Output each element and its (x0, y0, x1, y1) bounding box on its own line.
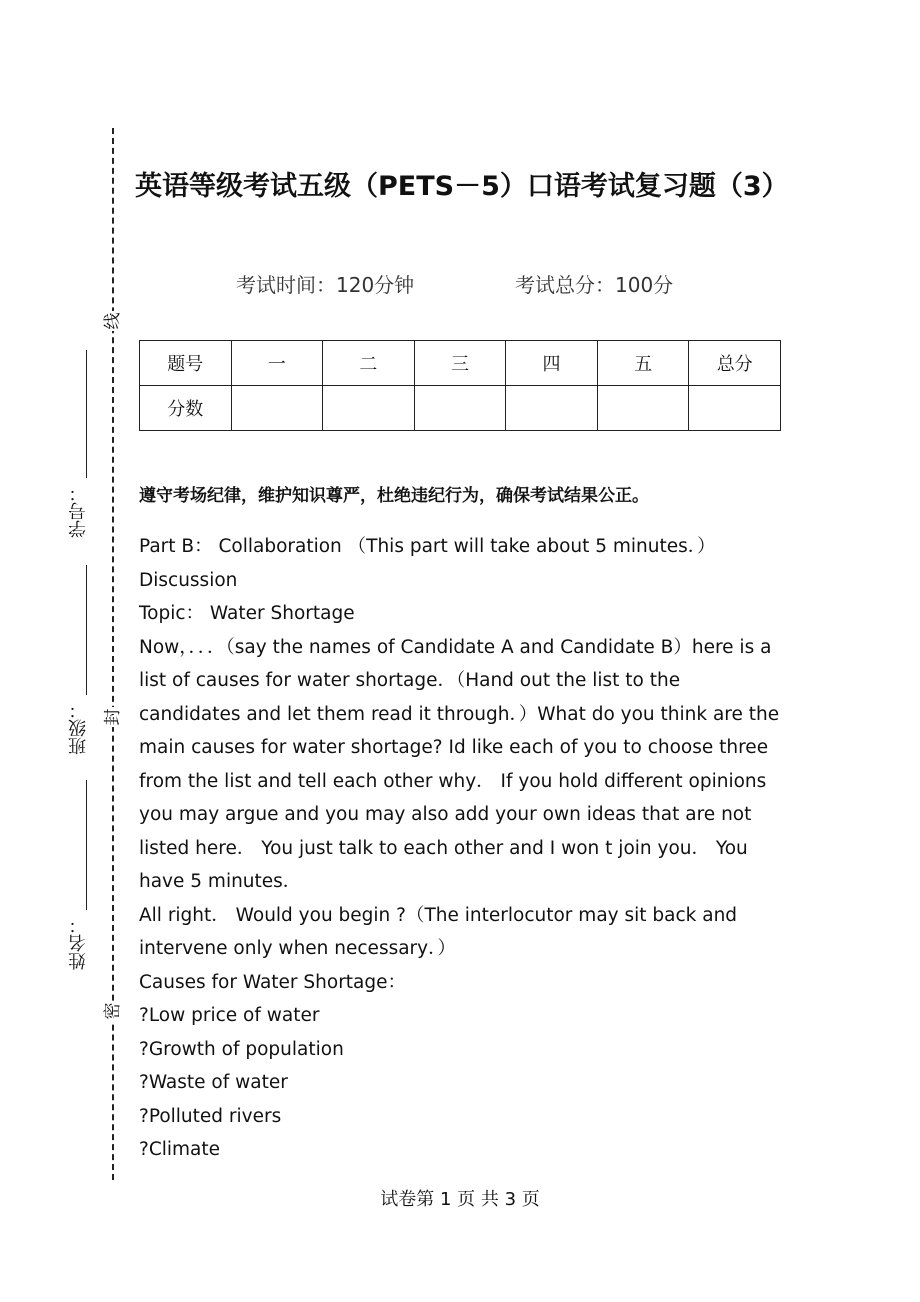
header-cell-1: 一 (231, 341, 323, 386)
binding-dashed-line (112, 128, 114, 1180)
score-cell-2[interactable] (323, 386, 415, 431)
header-cell-2: 二 (323, 341, 415, 386)
score-cell-5[interactable] (597, 386, 689, 431)
header-cell-total: 总分 (689, 341, 781, 386)
student-id-label: 学号： (68, 484, 89, 538)
class-field[interactable] (64, 565, 94, 757)
score-cell-4[interactable] (506, 386, 598, 431)
name-label: 姓名： (68, 916, 89, 970)
seal-char-xian: 线 (103, 312, 123, 330)
score-row-label: 分数 (140, 386, 232, 431)
cause-item: ?Waste of water (139, 1072, 288, 1093)
causes-heading: Causes for Water Shortage： (139, 971, 407, 993)
student-id-field[interactable] (64, 350, 94, 540)
begin-paragraph: All right． Would you begin ?（The interlocutor may sit back and intervene only when necessary．） (139, 904, 738, 959)
page-footer: 试卷第 1 页 共 3 页 (380, 1189, 540, 1210)
header-cell-3: 三 (414, 341, 506, 386)
score-cell-total[interactable] (689, 386, 781, 431)
discussion-label: Discussion (139, 569, 238, 591)
name-blank[interactable] (86, 780, 87, 910)
exam-notice: 遵守考场纪律，维护知识尊严，杜绝违纪行为，确保考试结果公正。 (139, 486, 649, 506)
cause-item: ?Polluted rivers (139, 1105, 282, 1127)
seal-char-feng: 封 (103, 708, 123, 726)
cause-item: ?Low price of water (139, 1005, 320, 1026)
cause-item: ?Growth of population (139, 1038, 344, 1060)
class-label: 班级： (68, 701, 89, 755)
exam-total-score: 考试总分：100分 (515, 273, 674, 297)
score-table (139, 340, 781, 431)
part-heading: Part B： Collaboration （This part will take about 5 minutes．） (139, 536, 716, 557)
exam-time: 考试时间：120分钟 (236, 273, 415, 297)
seal-char-mi: 密 (103, 1002, 123, 1020)
header-cell-4: 四 (506, 341, 598, 386)
instructions-paragraph: Now，．．．（say the names of Candidate A and Candidate B）here is a list of causes for water shortage．（Hand out the list to the candidates and let them read it through．）What do you think are the main causes for water shortage? Id like each of you to choose three from the list and tell each other why． If you hold different opinions you may argue and you may also add your own ideas that are not listed here． You just talk to each other and I won t join you． You have 5 minutes． (139, 636, 780, 892)
class-blank[interactable] (86, 565, 87, 695)
name-field[interactable] (64, 780, 94, 972)
score-cell-1[interactable] (231, 386, 323, 431)
score-table-header-row (140, 341, 781, 386)
cause-item: ?Climate (139, 1139, 221, 1160)
student-id-blank[interactable] (86, 350, 87, 478)
score-cell-3[interactable] (414, 386, 506, 431)
header-cell-5: 五 (597, 341, 689, 386)
page-title: 英语等级考试五级（PETS－5）口语考试复习题（3） (135, 171, 789, 202)
exam-body (139, 530, 784, 1167)
topic-line: Topic： Water Shortage (139, 603, 355, 624)
header-cell-number: 题号 (140, 341, 232, 386)
score-table-score-row (140, 386, 781, 431)
